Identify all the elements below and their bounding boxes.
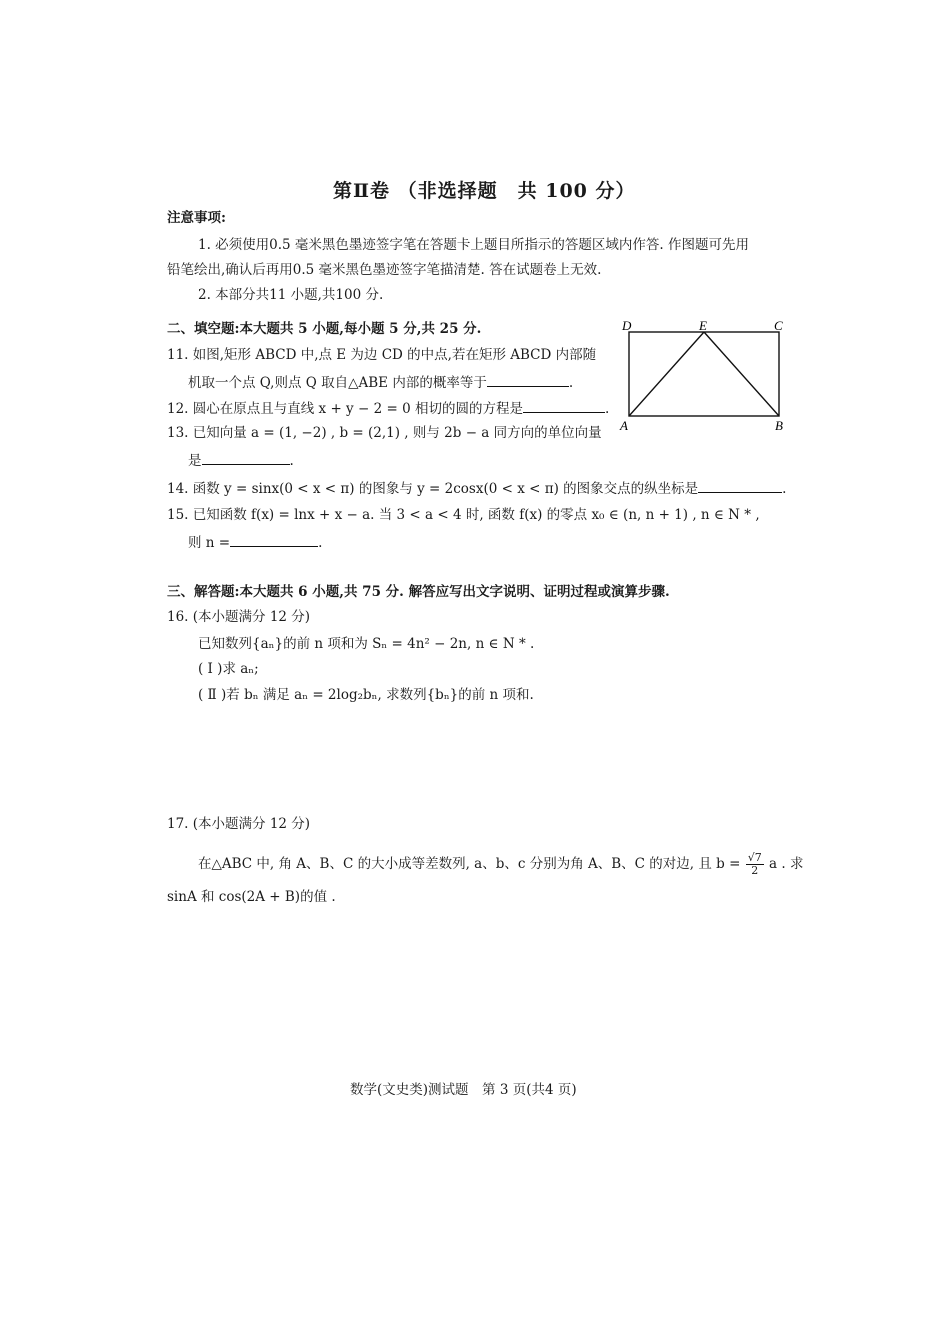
fraction-sqrt7-over-2: [746, 852, 764, 877]
answer-blank-13: [202, 449, 290, 465]
question-15-line-2: [188, 531, 322, 553]
page-title: 第Ⅱ卷 （非选择题 共 100 分）: [333, 180, 636, 202]
segment-ae: [629, 332, 704, 416]
rectangle-abcd-figure: [617, 316, 797, 436]
question-15-line-1: 15. 已知函数 f(x) = lnx + x − a. 当 3 < a < 4 时, 函数 f(x) 的零点 x₀ ∈ (n, n + 1) , n ∈ N * ,: [167, 507, 760, 523]
question-12-period: .: [604, 401, 610, 417]
fraction-denominator: 2: [751, 864, 759, 877]
label-c: C: [774, 318, 783, 333]
section-3-heading: 三、解答题:本大题共 6 小题,共 75 分. 解答应写出文字说明、证明过程或演算步骤.: [167, 584, 670, 600]
question-16-title: 16. (本小题满分 12 分): [167, 609, 311, 625]
rectangle-abcd: [629, 332, 779, 416]
question-15-text: 则 n =: [188, 535, 231, 551]
answer-blank-15: [230, 531, 318, 547]
answer-blank-12: [523, 397, 605, 413]
question-17-line-1: [198, 852, 803, 877]
question-15-period: .: [318, 535, 323, 551]
page-footer: 数学(文史类)测试题 第 3 页(共4 页): [350, 1082, 577, 1098]
question-11-line-2: [188, 371, 573, 393]
question-12: [167, 397, 609, 419]
question-11-line-1: 11. 如图,矩形 ABCD 中,点 E 为边 CD 的中点,若在矩形 ABCD 内部随: [167, 347, 597, 363]
question-17-text-b: a . 求: [769, 856, 804, 872]
question-13-text: 是: [188, 453, 202, 469]
fraction-numerator: √7: [747, 851, 762, 864]
question-14: [167, 477, 786, 499]
question-13-line-2: [188, 449, 294, 471]
label-e: E: [699, 318, 707, 333]
note-item-1-line-2: 铅笔绘出,确认后再用0.5 毫米黑色墨迹签字笔描清楚. 答在试题卷上无效.: [167, 262, 602, 278]
question-14-period: .: [782, 481, 787, 497]
label-b: B: [775, 418, 783, 433]
answer-blank-11: [487, 371, 569, 387]
note-item-2: 2. 本部分共11 小题,共100 分.: [198, 287, 384, 303]
question-13-line-1: 13. 已知向量 a = (1, −2) , b = (2,1) , 则与 2b − a 同方向的单位向量: [167, 425, 602, 441]
question-11-text: 机取一个点 Q,则点 Q 取自△ABE 内部的概率等于: [188, 375, 487, 391]
answer-blank-14: [698, 477, 782, 493]
question-13-period: .: [289, 453, 294, 469]
question-16-part-2: ( Ⅱ )若 bₙ 满足 aₙ = 2log₂bₙ, 求数列{bₙ}的前 n 项和.: [198, 687, 534, 703]
question-12-text: 12. 圆心在原点且与直线 x + y − 2 = 0 相切的圆的方程是: [167, 401, 523, 417]
question-14-text: 14. 函数 y = sinx(0 < x < π) 的图象与 y = 2cosx(0 < x < π) 的图象交点的纵坐标是: [167, 481, 699, 497]
question-17-title: 17. (本小题满分 12 分): [167, 816, 311, 832]
note-item-1-line-1: 1. 必须使用0.5 毫米黑色墨迹签字笔在答题卡上题目所指示的答题区域内作答. 作图题可先用: [198, 237, 750, 253]
question-11-period: .: [568, 375, 574, 391]
label-d: D: [622, 318, 632, 333]
question-16-stem: 已知数列{aₙ}的前 n 项和为 Sₙ = 4n² − 2n, n ∈ N * .: [198, 636, 535, 652]
question-17-text-a: 在△ABC 中, 角 A、B、C 的大小成等差数列, a、b、c 分别为角 A、B、C 的对边, 且 b =: [198, 856, 741, 872]
label-a: A: [620, 418, 628, 433]
section-2-heading: 二、填空题:本大题共 5 小题,每小题 5 分,共 25 分.: [167, 321, 482, 337]
question-17-line-2: sinA 和 cos(2A + B)的值 .: [167, 889, 336, 905]
segment-be: [704, 332, 779, 416]
notes-heading: 注意事项:: [167, 210, 226, 226]
question-16-part-1: ( Ⅰ )求 aₙ;: [198, 661, 259, 677]
